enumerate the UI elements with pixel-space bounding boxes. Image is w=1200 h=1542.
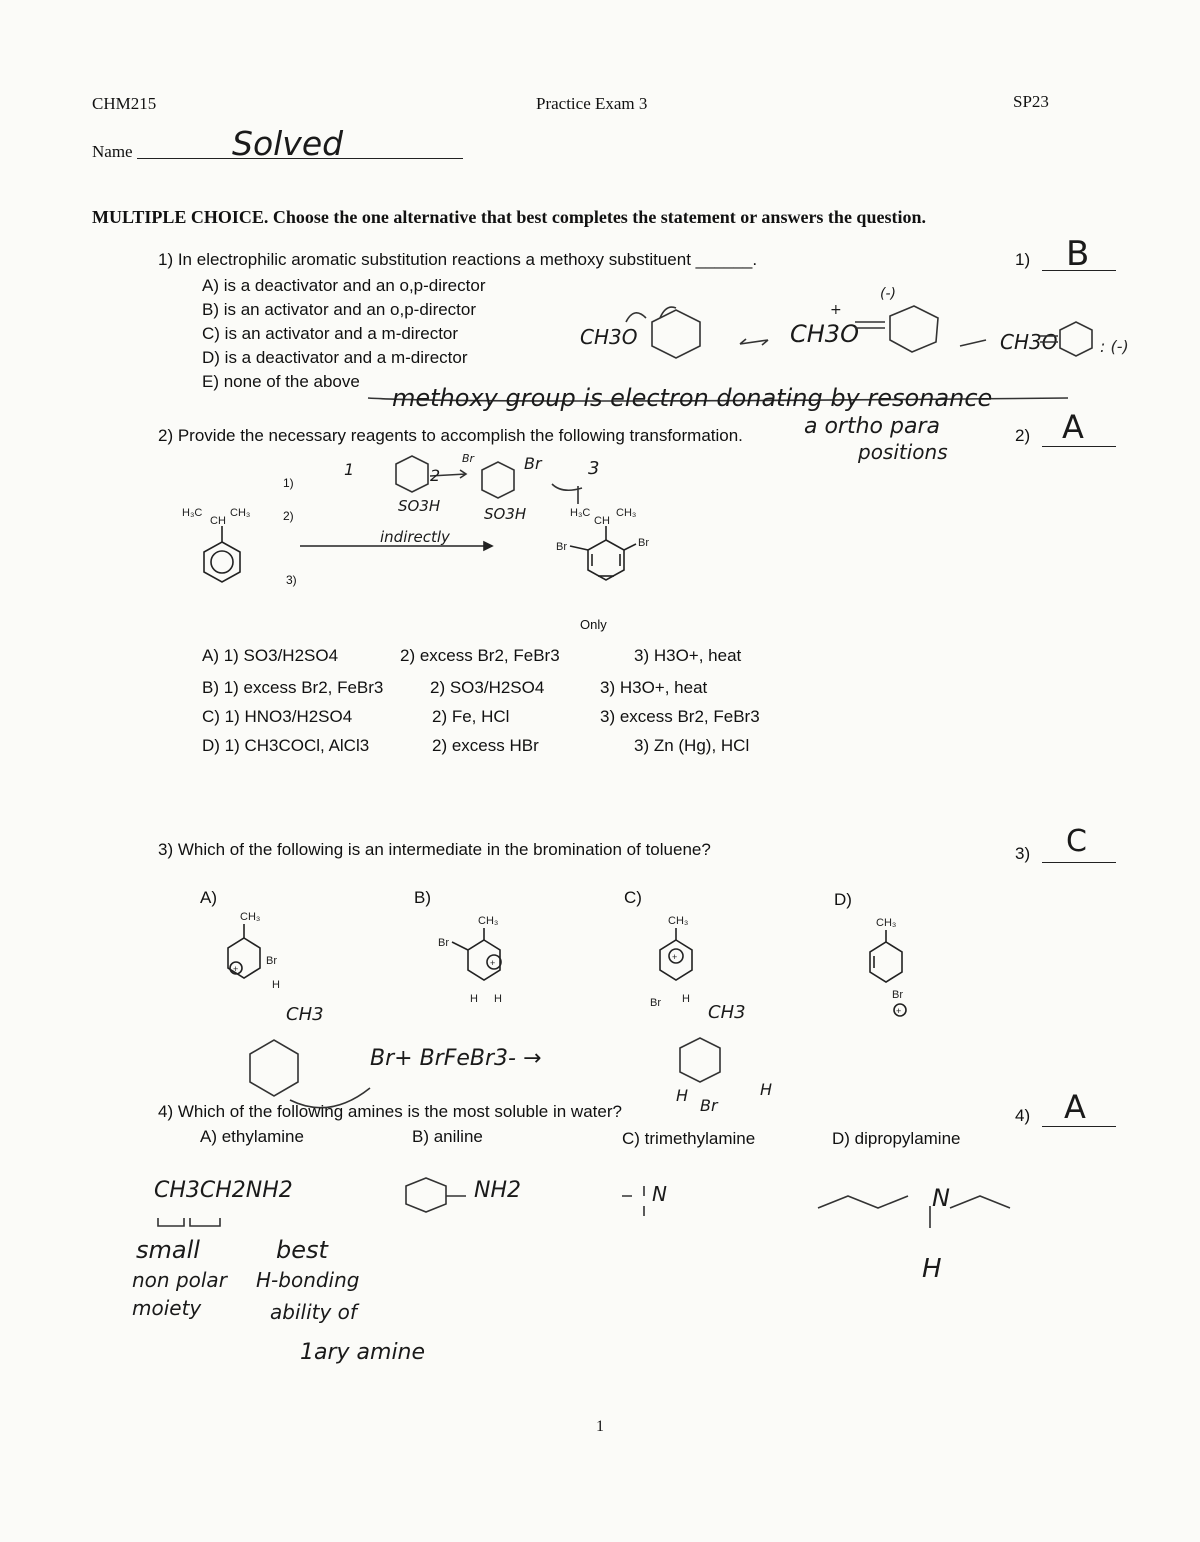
q4-hw-best: best: [276, 1236, 328, 1264]
q2-choice-b-2: 2) SO3/H2SO4: [430, 678, 545, 697]
q4-hw-formula: CH3CH2NH2: [154, 1178, 293, 1203]
svg-text:Br: Br: [556, 541, 567, 553]
q2-only: Only: [580, 617, 607, 632]
q2-step-1: 1): [283, 476, 294, 490]
q1-number: 1): [1015, 250, 1031, 269]
q1-option-c: C) is an activator and a m-director: [202, 324, 459, 343]
q4-hw-n-2: N: [932, 1184, 950, 1212]
svg-text:: (-): : (-): [1100, 337, 1129, 356]
page-number: 1: [596, 1418, 604, 1435]
svg-text:+: +: [490, 958, 496, 968]
q1-option-b: B) is an activator and an o,p-director: [202, 300, 477, 319]
q4-hw-nonpolar: non polar: [132, 1268, 227, 1292]
q4-hw-small: small: [136, 1236, 200, 1264]
q2-answer: A: [1062, 408, 1084, 446]
q3-hw-ch3-b: CH3: [708, 1002, 746, 1023]
q3-structure-a: [220, 906, 280, 996]
q1-plus-charge: +: [830, 302, 842, 318]
instructions: MULTIPLE CHOICE. Choose the one alternative that best completes the statement or answers the question.: [92, 207, 926, 227]
q2-choice-c-1: C) 1) HNO3/H2SO4: [202, 707, 353, 726]
q3-structure-c: [646, 906, 716, 1009]
q4-stem: 4) Which of the following amines is the most soluble in water?: [158, 1102, 622, 1121]
q2-choice-a-2: 2) excess Br2, FeBr3: [400, 646, 560, 665]
q4-answer-line: [1042, 1126, 1116, 1127]
svg-text:H: H: [272, 979, 280, 991]
q3-answer: C: [1066, 824, 1087, 859]
q4-hw-moiety: moiety: [132, 1296, 202, 1320]
q3-label-a: A): [200, 888, 217, 907]
q3-answer-line: [1042, 862, 1116, 863]
q1-option-a: A) is a deactivator and an o,p-director: [202, 276, 486, 295]
q2-choice-a-1: A) 1) SO3/H2SO4: [202, 646, 339, 665]
q2-choice-c-3: 3) excess Br2, FeBr3: [600, 707, 760, 726]
q1-res-1: CH3O: [580, 325, 638, 349]
svg-text:H: H: [494, 993, 502, 1005]
svg-text:CH₃: CH₃: [876, 917, 897, 929]
q4-number: 4): [1015, 1106, 1031, 1125]
q3-hw-h: H: [676, 1086, 689, 1105]
q3-label-c: C): [624, 888, 642, 907]
q2-choice-d-1: D) 1) CH3COCl, AlCl3: [202, 736, 370, 755]
q2-sm-ring-circle: [211, 551, 233, 573]
svg-text:CH₃: CH₃: [240, 911, 261, 923]
q4-hw-ability: ability of: [270, 1300, 357, 1324]
svg-text:+: +: [672, 952, 678, 962]
q4-option-b: B) aniline: [412, 1127, 483, 1146]
q2-choice-b-3: 3) H3O+, heat: [600, 678, 708, 697]
svg-text:H₃C: H₃C: [570, 507, 591, 519]
svg-text:H: H: [470, 993, 478, 1005]
svg-text:CH: CH: [210, 515, 226, 527]
q4-answer: A: [1064, 1088, 1086, 1126]
q2-stem: 2) Provide the necessary reagents to accomplish the following transformation.: [158, 426, 743, 445]
svg-text:+: +: [233, 964, 239, 974]
q2-choice-d-3: 3) Zn (Hg), HCl: [634, 736, 750, 755]
q3-structure-d: [856, 906, 926, 1016]
svg-text:CH: CH: [594, 515, 610, 527]
q1-stem: 1) In electrophilic aromatic substitution reactions a methoxy substituent ______.: [158, 250, 758, 269]
svg-text:CH₃: CH₃: [230, 507, 251, 519]
q2-number: 2): [1015, 426, 1031, 445]
q2-choice-b-1: B) 1) excess Br2, FeBr3: [202, 678, 384, 697]
exam-title: Practice Exam 3: [536, 94, 648, 113]
svg-text:Br: Br: [650, 997, 661, 1009]
q4-hw-nh2: NH2: [474, 1178, 521, 1203]
q2-choice-a-3: 3) H3O+, heat: [634, 646, 742, 665]
q2-note-ortho-para: a ortho para: [804, 414, 940, 439]
svg-text:Br: Br: [638, 537, 649, 549]
svg-text:CH₃: CH₃: [668, 915, 689, 927]
q1-res-2: CH3O: [790, 320, 859, 348]
q4-option-c: C) trimethylamine: [622, 1129, 756, 1148]
q3-hw-reaction: Br+ BrFeBr3- →: [370, 1046, 542, 1071]
q2-step-2: 2): [283, 509, 294, 523]
q1-minus-charge: (-): [880, 286, 896, 302]
q4-hw-amine: 1ary amine: [300, 1340, 426, 1365]
q2-handwritten-path: [330, 440, 630, 580]
q3-structure-b: [432, 906, 522, 1006]
q2-sm-ring: [204, 542, 240, 582]
q2-hw-indirectly: indirectly: [380, 528, 450, 546]
q3-number: 3): [1015, 844, 1031, 863]
term: SP23: [1013, 92, 1049, 111]
svg-text:Br: Br: [892, 989, 903, 1001]
q1-option-d: D) is a deactivator and a m-director: [202, 348, 468, 367]
q2-choice-c-2: 2) Fe, HCl: [432, 707, 510, 726]
q2-hw-step2: 2: [430, 466, 441, 485]
q1-option-e: E) none of the above: [202, 372, 360, 391]
svg-text:Br: Br: [438, 937, 449, 949]
q2-hw-step1: 1: [344, 460, 355, 479]
q1-note: methoxy group is electron donating by resonance: [392, 384, 993, 412]
q2-choice-d-2: 2) excess HBr: [432, 736, 539, 755]
q1-answer: B: [1066, 234, 1090, 274]
q2-hw-so3h-2: SO3H: [484, 505, 527, 523]
q3-stem: 3) Which of the following is an intermediate in the bromination of toluene?: [158, 840, 711, 859]
q4-option-d: D) dipropylamine: [832, 1129, 961, 1148]
q3-label-b: B): [414, 888, 431, 907]
q3-label-d: D): [834, 890, 852, 909]
q2-hw-br: Br: [462, 452, 475, 465]
q4-hw-hbond: H-bonding: [256, 1268, 360, 1292]
q3-hw-br: Br: [700, 1096, 718, 1115]
q4-handwritten-structures: [150, 1176, 1100, 1296]
q4-option-a: A) ethylamine: [200, 1127, 304, 1146]
name-label: Name: [92, 142, 133, 161]
q2-sm-h3c: H₃C: [182, 507, 203, 519]
q3-hw-h-2: H: [760, 1080, 773, 1099]
q2-hw-step3: 3: [588, 458, 600, 479]
q2-hw-so3h: SO3H: [398, 497, 441, 515]
svg-text:CH₃: CH₃: [616, 507, 637, 519]
course-code: CHM215: [92, 94, 157, 113]
name-value: Solved: [232, 124, 344, 163]
svg-text:CH₃: CH₃: [478, 915, 499, 927]
q4-hw-h: H: [922, 1254, 942, 1284]
q2-hw-br-2: Br: [524, 454, 542, 473]
q3-hw-ch3: CH3: [286, 1004, 324, 1025]
svg-text:+: +: [896, 1006, 902, 1016]
q2-step-3: 3): [286, 573, 297, 587]
q2-answer-line: [1042, 446, 1116, 447]
q1-resonance-sketch: [0, 0, 1200, 420]
q1-res-3: CH3O: [1000, 330, 1058, 354]
svg-text:Br: Br: [266, 955, 277, 967]
q2-note-positions: positions: [858, 440, 948, 464]
q4-hw-n: N: [652, 1182, 667, 1206]
svg-text:H: H: [682, 993, 690, 1005]
